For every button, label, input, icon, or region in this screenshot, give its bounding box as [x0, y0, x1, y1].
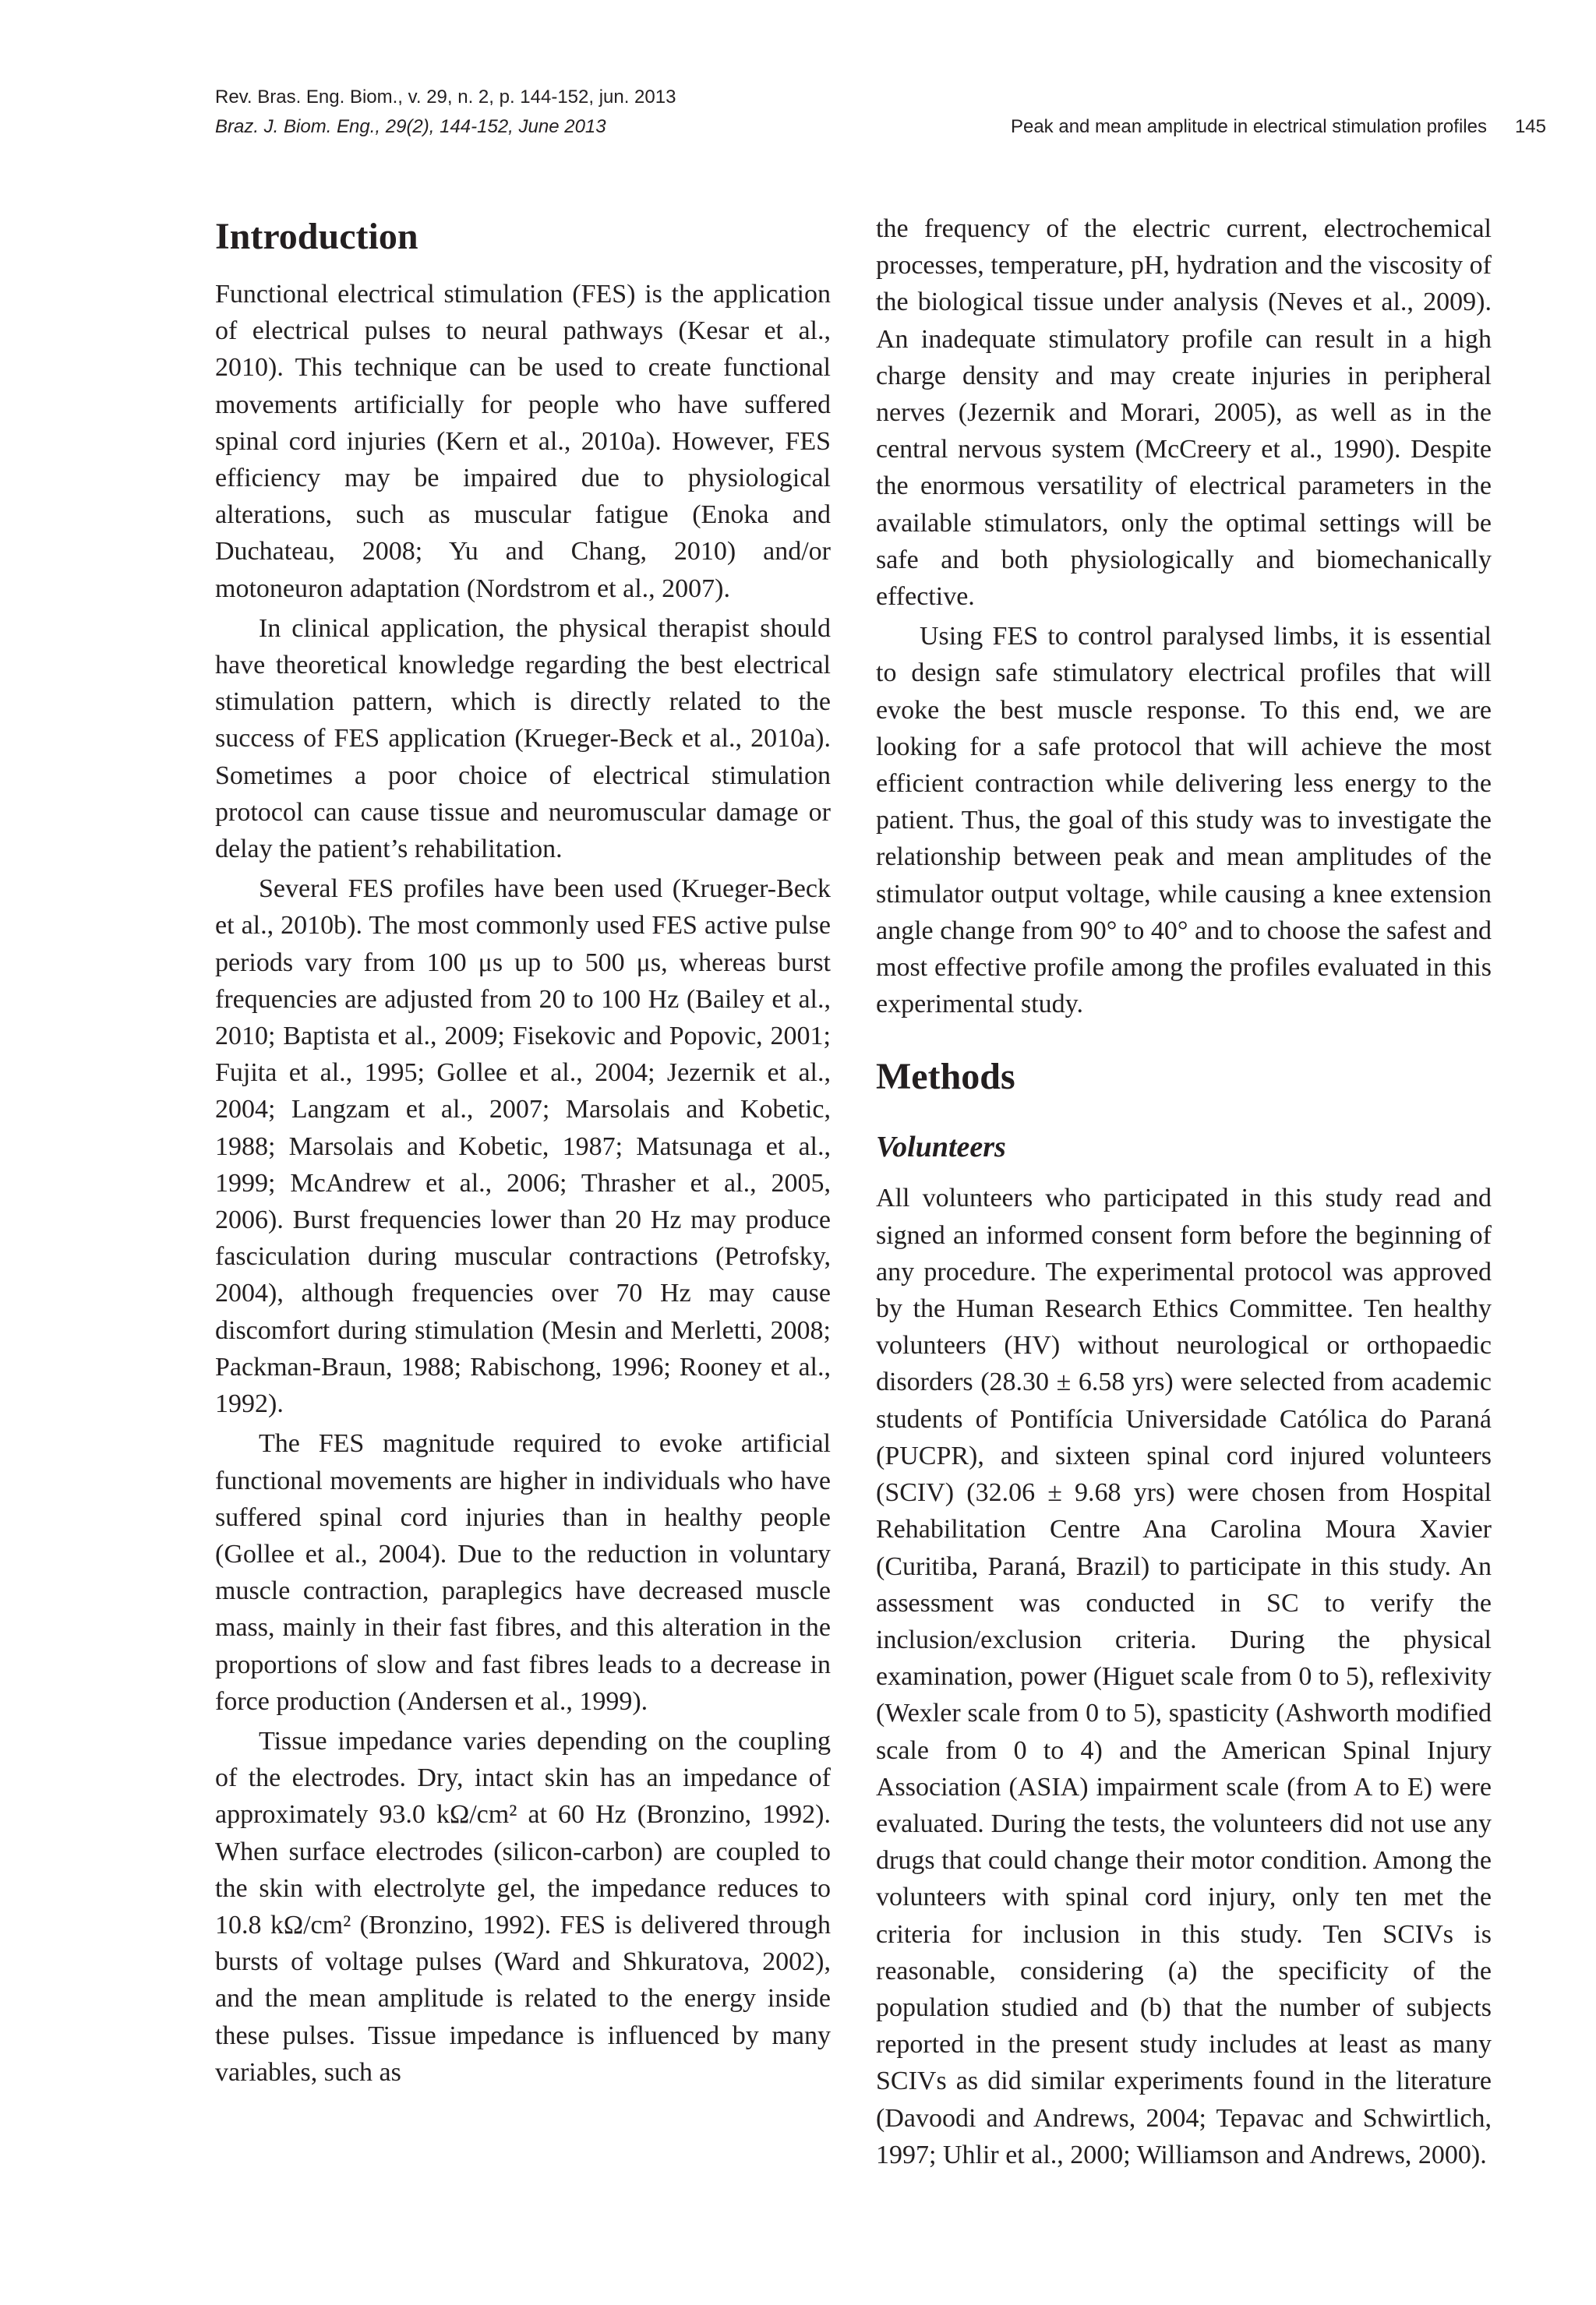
intro-paragraph-continuation: the frequency of the electric current, electrochemical processes, temperature, pH, hydration and the viscosity of the biological tissue under analysis (Neves et al., 2009). An inadequate stimulatory profile can result in a high charge density and may create injuries in peripheral nerves (Jezernik and Morari, 2005), as well as in the central nervous system (McCreery et al., 1990). Despite the enormous versatility of electrical parameters in the available stimulators, only the optimal settings will be safe and both physiologically and biomechanically effective. — [876, 214, 1492, 612]
volunteers-subheading: Volunteers — [876, 1131, 1006, 1164]
volunteers-paragraph: All volunteers who participated in this study read and signed an informed consent form before the beginning of any procedure. The experimental protocol was approved by the Human Research Ethics Committee. Ten healthy volunteers (HV) without neurological or orthopaedic disorders (28.30 ± 6.58 yrs) were selected from academic students of Pontifícia Universidade Católica do Paraná (PUCPR), and sixteen spinal cord injured volunteers (SCIV) (32.06 ± 9.68 yrs) were chosen from Hospital Rehabilitation Centre Ana Carolina Moura Xavier (Curitiba, Paraná, Brazil) to participate in this study. An assessment was conducted in SC to verify the inclusion/exclusion criteria. During the physical examination, power (Higuet scale from 0 to 5), reflexivity (Wexler scale from 0 to 5), spasticity (Ashworth modified scale from 0 to 4) and the American Spinal Injury Association (ASIA) impairment scale (from A to E) were evaluated. During the tests, the volunteers did not use any drugs that could change their motor condition. Among the volunteers with spinal cord injury, only ten met the criteria for inclusion in this study. Ten SCIVs is reasonable, considering (a) the specificity of the population studied and (b) that the number of subjects reported in the present study includes at least as many SCIVs as did similar experiments found in the literature (Davoodi and Andrews, 2004; Tepavac and Schwirtlich, 1997; Uhlir et al., 2000; Williamson and Andrews, 2000). — [876, 1184, 1492, 2169]
introduction-heading: Introduction — [215, 216, 418, 257]
intro-paragraph-4: The FES magnitude required to evoke artificial functional movements are higher in individuals who have suffered spinal cord injuries than in healthy people (Gollee et al., 2004). Due to the reduction in voluntary muscle contraction, paraplegics have decreased muscle mass, mainly in their fast fibres, and this alteration in the proportions of slow and fast fibres leads to a decrease in force production (Andersen et al., 1999). — [215, 1429, 831, 1716]
intro-paragraph-5: Tissue impedance varies depending on the coupling of the electrodes. Dry, intact skin has an impedance of approximately 93.0 kΩ/cm² at 60 Hz (Bronzino, 1992). When surface electrodes (silicon-carbon) are coupled to the skin with electrolyte gel, the impedance reduces to 10.8 kΩ/cm² (Bronzino, 1992). FES is delivered through bursts of voltage pulses (Ward and Shkuratova, 2002), and the mean amplitude is related to the energy inside these pulses. Tissue impedance is influenced by many variables, such as — [215, 1726, 831, 2087]
journal-citation-portuguese: Rev. Bras. Eng. Biom., v. 29, n. 2, p. 144-152, jun. 2013 — [215, 86, 676, 108]
intro-paragraph-3: Several FES profiles have been used (Krueger-Beck et al., 2010b). The most commonly used FES active pulse periods vary from 100 μs up to 500 μs, whereas burst frequencies are adjusted from 20 to 100 Hz (Bailey et al., 2010; Baptista et al., 2009; Fisekovic and Popovic, 2001; Fujita et al., 1995; Gollee et al., 2004; Jezernik et al., 2004; Langzam et al., 2007; Marsolais and Kobetic, 1988; Marsolais and Kobetic, 1987; Matsunaga et al., 1999; McAndrew et al., 2006; Thrasher et al., 2005, 2006). Burst frequencies lower than 20 Hz may produce fasciculation during muscular contractions (Petrofsky, 2004), although frequencies over 70 Hz may cause discomfort during stimulation (Mesin and Merletti, 2008; Packman-Braun, 1988; Rabischong, 1996; Rooney et al., 1992). — [215, 874, 831, 1419]
left-column — [215, 210, 831, 2094]
page-number: 145 — [1514, 116, 1546, 137]
study-goal-paragraph: Using FES to control paralysed limbs, it is essential to design safe stimulatory electrical profiles that will evoke the best muscle response. To this end, we are looking for a safe protocol that will achieve the most efficient contraction while delivering less energy to the patient. Thus, the goal of this study was to investigate the relationship between peak and mean amplitudes of the stimulator output voltage, while causing a knee extension angle change from 90° to 40° and to choose the safest and most effective profile among the profiles evaluated in this experimental study. — [876, 622, 1492, 1019]
page-header — [215, 83, 1546, 142]
right-column — [876, 210, 1492, 2176]
intro-paragraph-2: In clinical application, the physical therapist should have theoretical knowledge regarding the best electrical stimulation pattern, which is directly related to the success of FES application (Krueger-Beck et al., 2010a). Sometimes a poor choice of electrical stimulation protocol can cause tissue and neuromuscular damage or delay the patient’s rehabilitation. — [215, 613, 831, 864]
running-title: Peak and mean amplitude in electrical stimulation profiles — [1010, 116, 1487, 137]
intro-paragraph-1: Functional electrical stimulation (FES) is the application of electrical pulses to neural pathways (Kesar et al., 2010). This technique can be used to create functional movements artificially for people who have suffered spinal cord injuries (Kern et al., 2010a). However, FES efficiency may be impaired due to physiological alterations, such as muscular fatigue (Enoka and Duchateau, 2008; Yu and Chang, 2010) and/or motoneuron adaptation (Nordstrom et al., 2007). — [215, 280, 831, 603]
journal-citation-english: Braz. J. Biom. Eng., 29(2), 144-152, June 2013 — [215, 116, 606, 137]
methods-heading: Methods — [876, 1056, 1015, 1098]
running-header — [1011, 112, 1546, 142]
